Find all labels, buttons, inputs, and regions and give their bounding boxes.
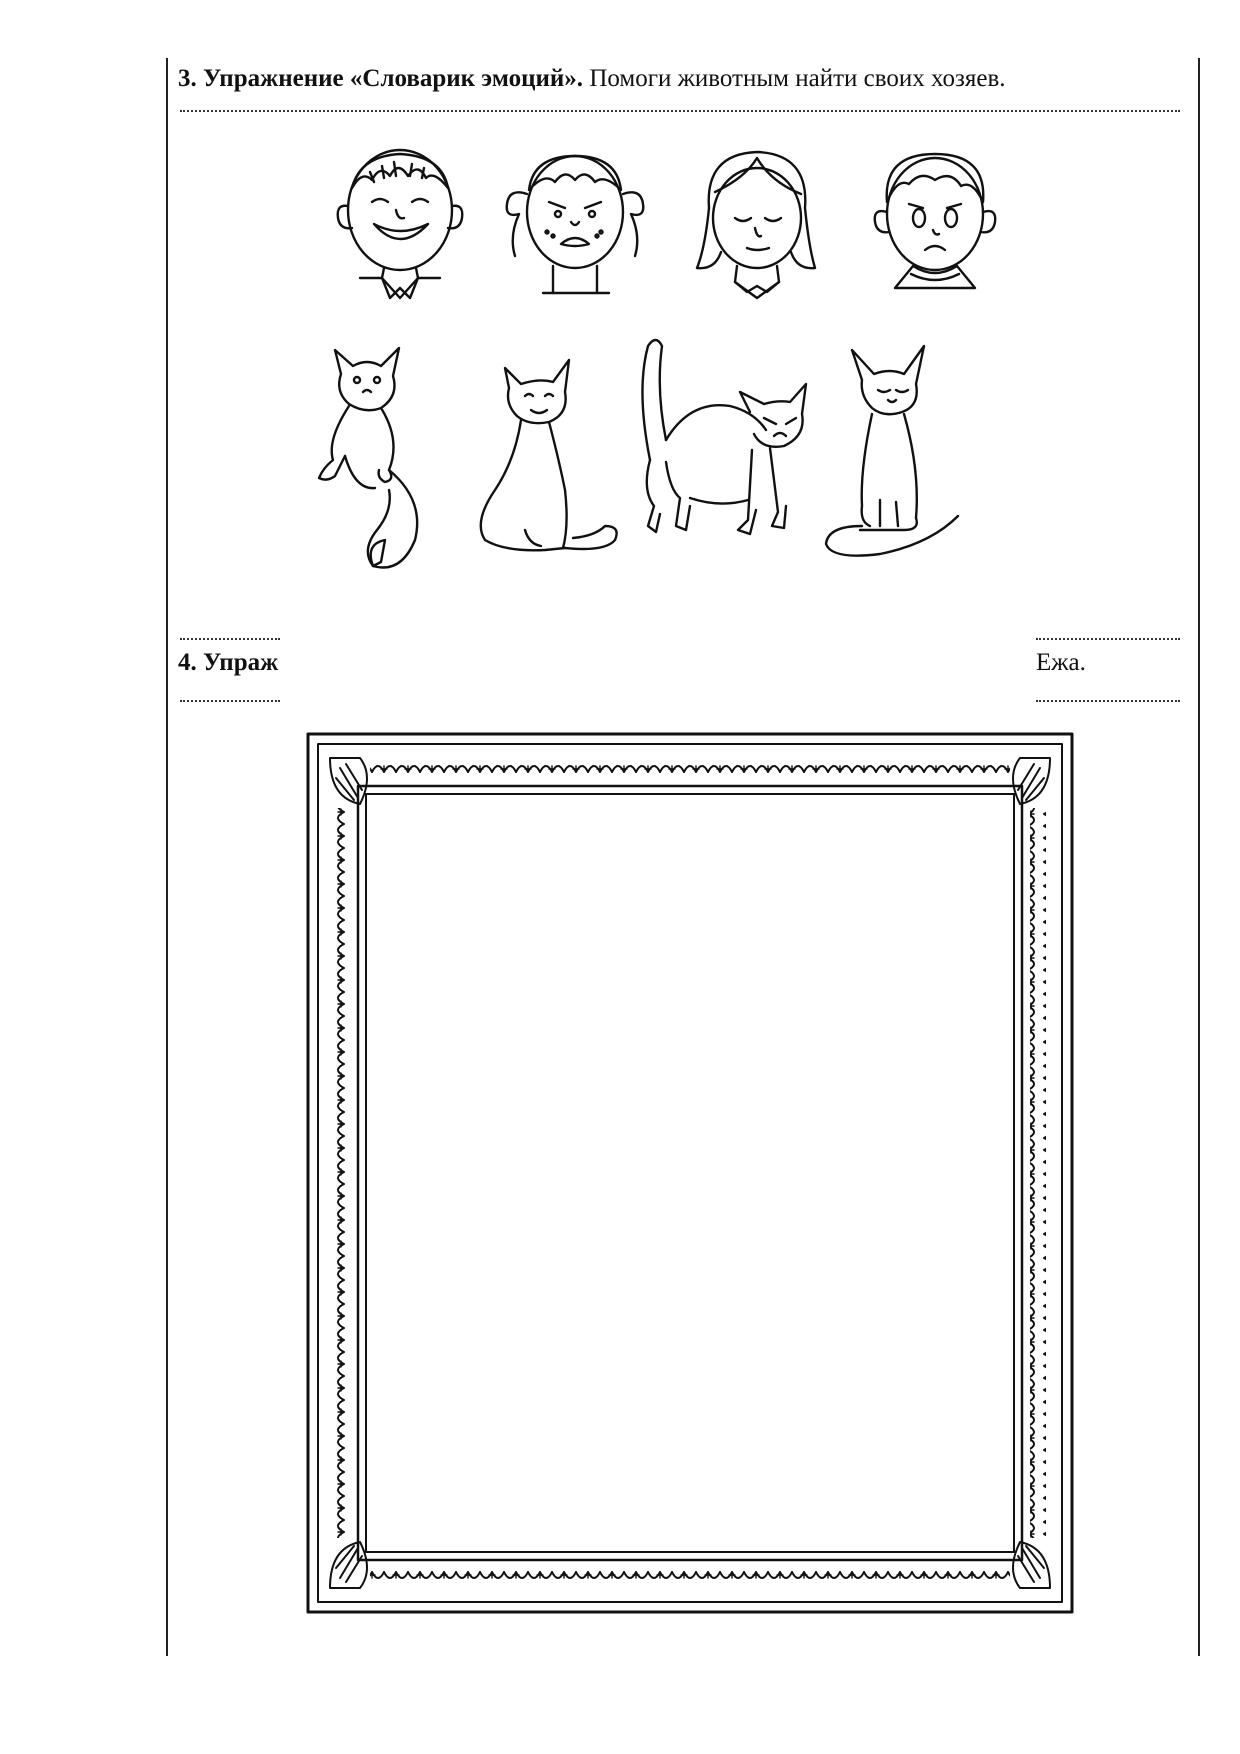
exercise-4-end-fragment: Ежа. xyxy=(1036,649,1086,676)
child-face-sad[interactable] xyxy=(875,154,996,288)
child-face-calm[interactable] xyxy=(697,152,815,298)
answer-line-3-right xyxy=(1036,698,1180,702)
answer-line-2-right xyxy=(1036,636,1180,640)
answer-line-3-left xyxy=(180,698,280,702)
cat-angry[interactable] xyxy=(642,340,806,534)
exercise-4-title: 4. Упраж xyxy=(178,649,279,676)
exercise-3-heading xyxy=(178,64,1006,94)
left-margin-line xyxy=(166,58,168,1656)
cats-row xyxy=(300,330,1020,600)
exercise-4-title-fragment xyxy=(178,648,278,678)
cat-sad[interactable] xyxy=(319,348,417,568)
answer-line-2-left xyxy=(180,636,280,640)
child-face-angry[interactable] xyxy=(507,156,644,293)
exercise-3-instruction: Помоги животным найти своих хозяев. xyxy=(583,65,1006,92)
cat-joyful[interactable] xyxy=(481,360,617,550)
child-face-joyful[interactable] xyxy=(338,150,463,298)
right-margin-line xyxy=(1198,58,1200,1656)
drawing-frame[interactable] xyxy=(300,728,1080,1618)
exercise-3-title: 3. Упражнение «Словарик эмоций». xyxy=(178,65,584,92)
answer-line-1 xyxy=(180,108,1180,112)
cat-calm[interactable] xyxy=(826,346,958,556)
children-faces-row xyxy=(320,148,1040,318)
